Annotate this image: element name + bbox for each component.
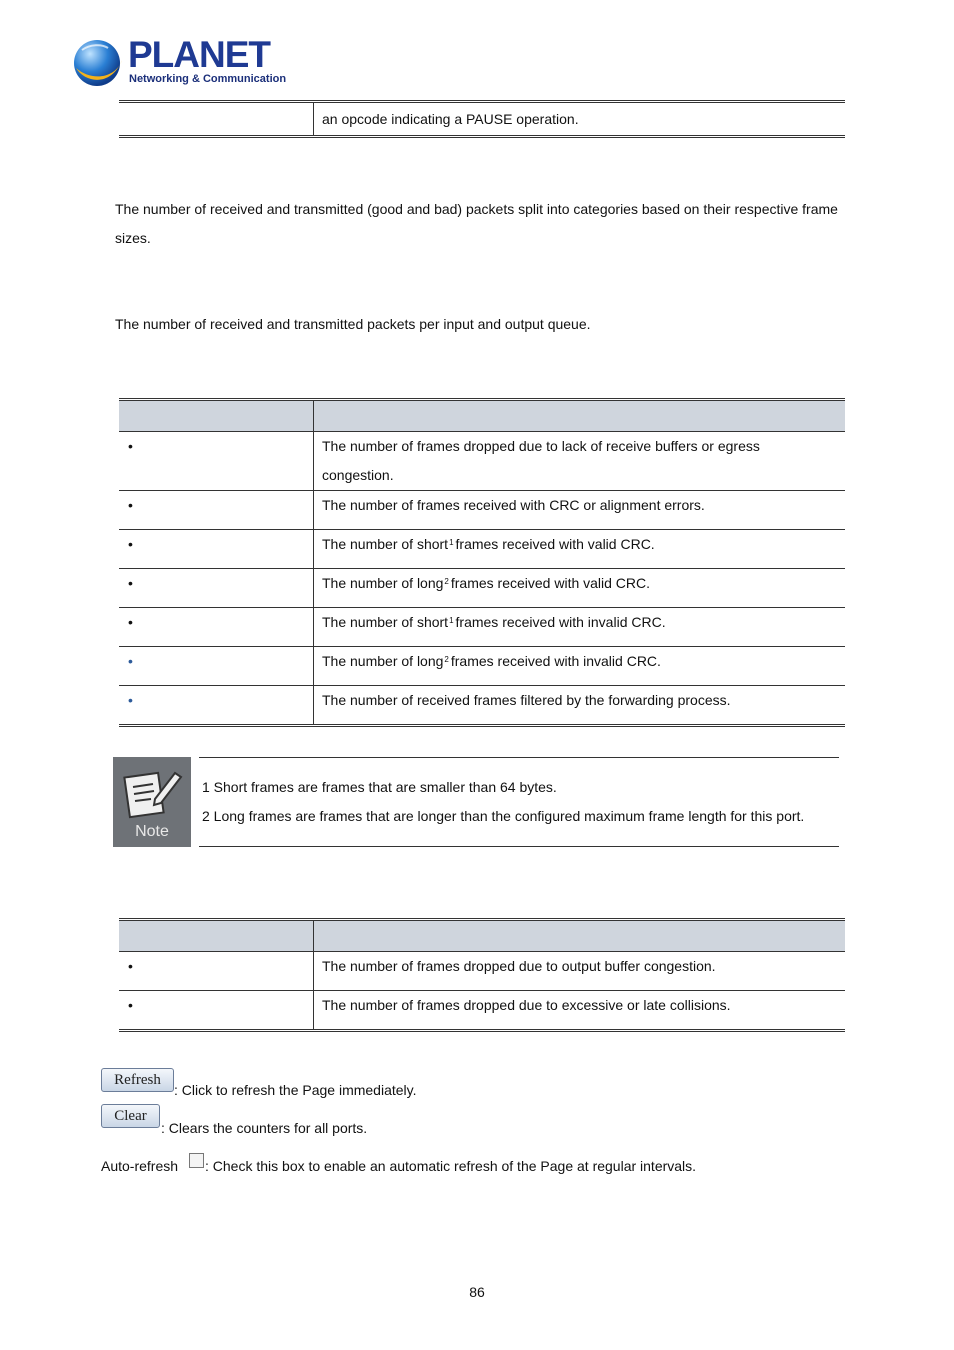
globe-icon [72,38,124,88]
note-icon [113,757,191,847]
row-text: The number of long$^2$ frames received with valid CRC. [314,569,846,608]
queues-text: The number of received and transmitted packets per input and output queue. [115,316,591,332]
table-row [119,991,845,1031]
transmit-errors-table [119,918,845,1032]
page-number: 86 [469,1284,485,1300]
note-label: Note [135,823,169,840]
table-row [119,952,845,991]
planet-logo [72,34,287,92]
bullet: • [128,575,133,591]
note-top-rule [199,757,839,758]
table-row [119,530,845,569]
table-header [119,400,845,432]
row-text: The number of frames dropped due to excessive or late collisions. [314,991,846,1031]
row-text: The number of frames received with CRC or alignment errors. [314,491,846,530]
brand-name: PLANET [128,34,270,75]
refresh-button[interactable]: Refresh [101,1068,174,1092]
bullet: • [128,614,133,630]
autorefresh-label: Auto-refresh [101,1158,179,1174]
bullet: • [128,653,133,669]
row-text: The number of frames dropped due to output buffer congestion. [314,952,846,991]
table-row [119,608,845,647]
bullet: • [128,497,133,513]
table-header [119,920,845,952]
brand-tagline: Networking & Communication [129,73,287,85]
frame-sizes-text-cont: sizes. [115,230,151,246]
top-table [119,102,845,138]
note-bottom-rule [199,846,839,847]
row-text-cont: congestion. [322,467,394,483]
table-row [119,686,845,726]
autorefresh-checkbox[interactable] [189,1153,204,1168]
row-text: The number of short$^1$ frames received with invalid CRC. [314,608,846,647]
receive-errors-table [119,398,845,727]
note-line-1: 1 Short frames are frames that are smaller than 64 bytes. [202,779,557,795]
row-text: The number of received frames filtered by the forwarding process. [314,686,846,726]
row-text: The number of long$^2$ frames received with invalid CRC. [314,647,846,686]
clear-button[interactable]: Clear [101,1104,160,1128]
bullet: • [128,997,133,1013]
note-line-2: 2 Long frames are frames that are longer than the configured maximum frame length for this port. [202,808,805,824]
table-cell: an opcode indicating a PAUSE operation. [314,103,846,137]
refresh-description: : Click to refresh the Page immediately. [174,1082,417,1098]
header-rule [119,100,845,101]
bullet: • [128,438,133,454]
table-row [119,569,845,608]
clear-description: : Clears the counters for all ports. [161,1120,368,1136]
table-row [119,647,845,686]
frame-sizes-text: The number of received and transmitted (good and bad) packets split into categories based on their respective frame [115,201,838,217]
table-row [119,432,845,491]
bullet: • [128,536,133,552]
row-text: The number of short$^1$ frames received with valid CRC. [314,530,846,569]
bullet: • [128,958,133,974]
bullet: • [128,692,133,708]
autorefresh-description: : Check this box to enable an automatic refresh of the Page at regular intervals. [205,1158,697,1174]
table-row [119,491,845,530]
row-text: The number of frames dropped due to lack of receive buffers or egress [322,438,760,454]
